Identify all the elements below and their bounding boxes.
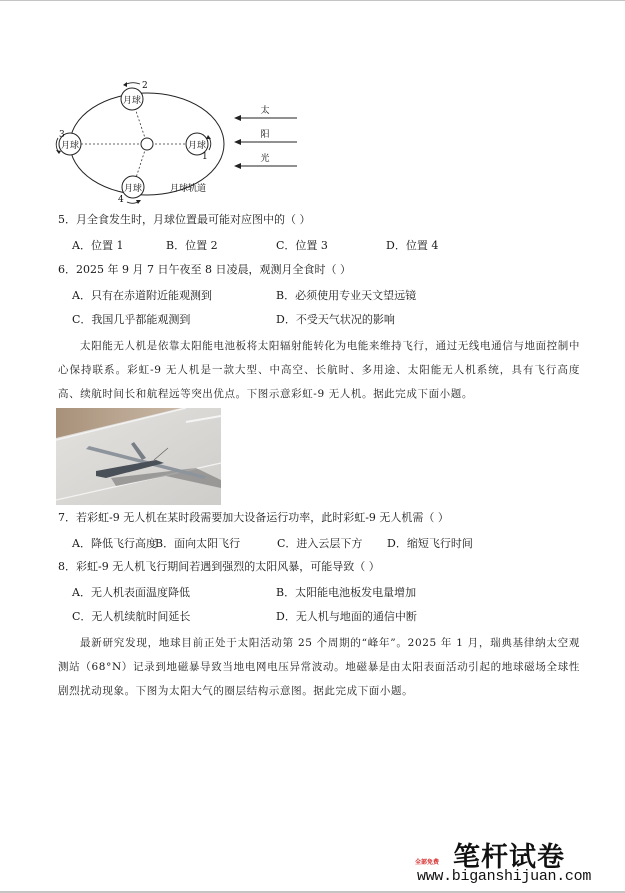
q5-option-c: C．位置 3	[276, 239, 328, 252]
logo-url: www.biganshijuan.com	[417, 868, 592, 885]
q7-option-d: D．缩短飞行时间	[387, 537, 473, 550]
svg-text:月球: 月球	[123, 184, 143, 194]
question-7-stem: 7．若彩虹-9 无人机在某时段需要加大设备运行功率，此时彩虹-9 无人机需（ ）	[58, 511, 449, 524]
svg-text:3: 3	[59, 130, 65, 140]
passage-geomagnetic-storm: 最新研究发现，地球目前正处于太阳活动第 25 个周期的“峰年”。2025 年 1 月，瑞典基律纳太空观测站（68°N）记录到地磁暴导致当地电网电压异常波动。地磁暴是由太阳表面活动引起的地球磁场全球性剧烈扰动现象。下图为太阳大气的圈层结构示意图。据此完成下面小题。	[58, 637, 580, 697]
question-5-stem: 5．月全食发生时，月球位置最可能对应图中的（ ）	[58, 213, 311, 226]
q6-option-b: B．必须使用专业天文望远镜	[276, 289, 417, 302]
drone-photo	[56, 408, 221, 505]
svg-text:太: 太	[260, 106, 270, 116]
svg-text:1: 1	[202, 152, 208, 162]
q7-option-a: A．降低飞行高度	[72, 537, 157, 550]
logo-free-tag: 全部免费	[415, 859, 440, 866]
q7-option-b: B．面向太阳飞行	[155, 537, 241, 550]
q5-option-a: A．位置 1	[72, 239, 124, 252]
q6-option-d: D．不受天气状况的影响	[276, 313, 395, 326]
watermark-logo	[415, 835, 615, 887]
question-6-stem: 6．2025 年 9 月 7 日午夜至 8 日凌晨，观测月全食时（ ）	[58, 263, 351, 276]
moon-orbit-diagram	[50, 75, 310, 209]
svg-text:4: 4	[118, 195, 124, 205]
q5-option-d: D．位置 4	[386, 239, 439, 252]
moon-position-4	[122, 176, 144, 198]
moon-position-2	[121, 88, 143, 110]
svg-text:光: 光	[260, 154, 270, 164]
q8-option-b: B．太阳能电池板发电量增加	[276, 586, 417, 599]
logo-name: 笔杆试卷	[453, 842, 565, 873]
passage-solar-drone: 太阳能无人机是依靠太阳能电池板将太阳辐射能转化为电能来维持飞行，通过无线电通信与地面控制中心保持联系。彩虹-9 无人机是一款大型、中高空、长航时、多用途、太阳能无人机系统，具有飞行高度高、续航时间长和航程远等突出优点。下图示意彩虹-9 无人机。据此完成下面小题。	[58, 340, 580, 400]
sunlight-arrows	[234, 104, 297, 169]
q5-option-b: B．位置 2	[166, 239, 218, 252]
svg-text:月球: 月球	[60, 141, 80, 151]
q6-option-c: C．我国几乎都能观测到	[72, 313, 191, 326]
svg-text:阳: 阳	[260, 130, 270, 140]
q7-option-c: C．进入云层下方	[277, 537, 363, 550]
top-rule	[0, 0, 625, 1]
orbit-label: 月球轨道	[170, 184, 207, 194]
q8-option-d: D．无人机与地面的通信中断	[276, 610, 417, 623]
q6-option-a: A．只有在赤道附近能观测到	[72, 289, 212, 302]
svg-text:月球: 月球	[187, 141, 207, 151]
svg-text:2: 2	[142, 81, 148, 91]
question-8-stem: 8．彩虹-9 无人机飞行期间若遇到强烈的太阳风暴，可能导致（ ）	[58, 560, 380, 573]
svg-text:月球: 月球	[122, 96, 142, 106]
q8-option-a: A．无人机表面温度降低	[72, 586, 190, 599]
q8-option-c: C．无人机续航时间延长	[72, 610, 191, 623]
